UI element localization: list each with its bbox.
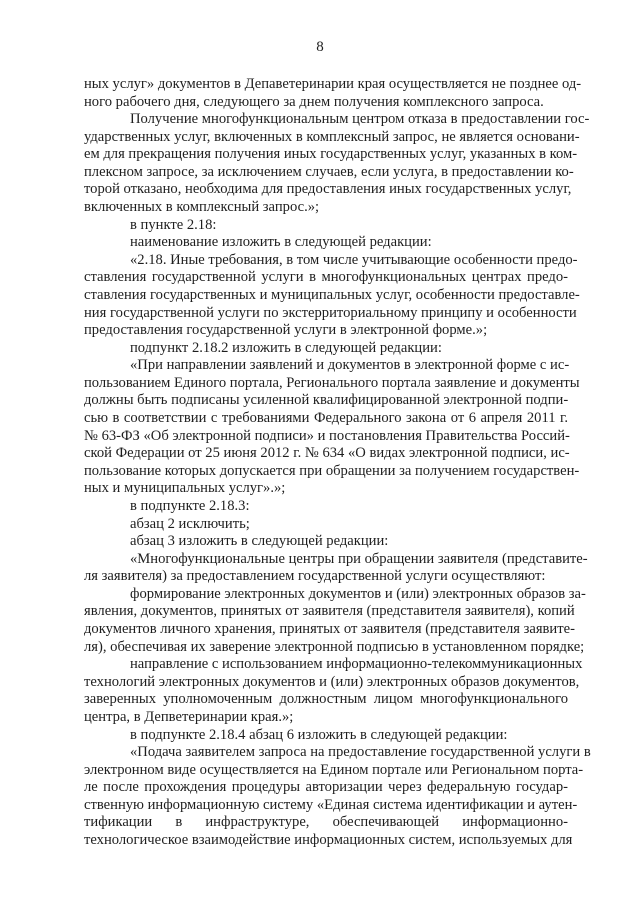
text-line: Получение многофункциональным центром отказа в предоставлении гос- — [130, 111, 590, 127]
text-line: направление с использованием информационно-телекоммуникационных — [130, 656, 583, 672]
text-line: абзац 3 изложить в следующей редакции: — [130, 533, 389, 549]
text-line: ных услуг» документов в Депаветеринарии края осуществляется не позднее од- — [84, 76, 582, 92]
text-line: в пункте 2.18: — [130, 217, 217, 233]
text-line: должны быть подписаны усиленной квалифицированной электронной подпи- — [84, 392, 569, 408]
text-line: в подпункте 2.18.3: — [130, 498, 250, 514]
text-line: наименование изложить в следующей редакции: — [130, 234, 432, 250]
text-line: торой отказано, необходима для предоставления иных государственных услуг, — [84, 181, 572, 197]
text-line: плексном запросе, за исключением случаев, если услуга, в предоставлении ко- — [84, 164, 574, 180]
text-line: сью в соответствии с требованиями Федерального закона от 6 апреля 2011 г. — [84, 410, 568, 426]
text-line: № 63-ФЗ «Об электронной подписи» и постановления Правительства Россий- — [84, 428, 570, 444]
text-line: пользование которых допускается при обращении за получением государствен- — [84, 463, 580, 479]
text-line: пользованием Единого портала, Регионального портала заявление и документы — [84, 375, 580, 391]
text-line: ударственных услуг, включенных в комплексный запрос, не является основани- — [84, 129, 580, 145]
text-line: центра, в Депветеринарии края.»; — [84, 709, 294, 725]
text-line: подпункт 2.18.2 изложить в следующей редакции: — [130, 340, 442, 356]
text-line: «При направлении заявлений и документов в электронной форме с ис- — [130, 357, 570, 373]
text-line: технологическое взаимодействие информационных систем, используемых для — [84, 832, 573, 848]
text-line: «2.18. Иные требования, в том числе учитывающие особенности предо- — [130, 252, 578, 268]
text-line: ственную информационную систему «Единая система идентификации и аутен- — [84, 797, 578, 813]
text-line: ставления государственных и муниципальных услуг, особенности предоставле- — [84, 287, 580, 303]
text-line: ской Федерации от 25 июня 2012 г. № 634 «О видах электронной подписи, ис- — [84, 445, 570, 461]
text-line: технологий электронных документов и (или) электронных образов документов, — [84, 674, 580, 690]
text-line: документов личного хранения, принятых от заявителя (представителя заявите- — [84, 621, 575, 637]
text-line: электронном виде осуществляется на Едином портале или Региональном порта- — [84, 762, 584, 778]
text-line: ния государственной услуги по экстерриториальному принципу и особенности — [84, 305, 577, 321]
text-line: ля), обеспечивая их заверение электронной подписью в установленном порядке; — [84, 639, 585, 655]
text-line: ля заявителя) за предоставлением государственной услуги осуществляют: — [84, 568, 546, 584]
text-line: ем для прекращения получения иных государственных услуг, указанных в ком- — [84, 146, 578, 162]
text-line: предоставления государственной услуги в электронной форме.»; — [84, 322, 488, 338]
text-line: включенных в комплексный запрос.»; — [84, 199, 320, 215]
text-line: «Многофункциональные центры при обращении заявителя (представите- — [130, 551, 588, 567]
text-line: ставления государственной услуги в многофункциональных центрах предо- — [84, 269, 568, 285]
text-line: в подпункте 2.18.4 абзац 6 изложить в следующей редакции: — [130, 727, 508, 743]
text-line: абзац 2 исключить; — [130, 516, 250, 532]
text-line: заверенных уполномоченным должностным лицом многофункционального — [84, 691, 568, 707]
text-line: формирование электронных документов и (или) электронных образов за- — [130, 586, 586, 602]
page-number: 8 — [316, 39, 324, 55]
text-line: тификации в инфраструктуре, обеспечивающей информационно- — [84, 814, 568, 830]
text-line: ных и муниципальных услуг».»; — [84, 480, 286, 496]
text-line: явления, документов, принятых от заявителя (представителя заявителя), копий — [84, 603, 575, 619]
text-line: ного рабочего дня, следующего за днем получения комплексного запроса. — [84, 94, 544, 110]
text-line: ле после прохождения процедуры авторизации через федеральную государ- — [84, 779, 568, 795]
text-line: «Подача заявителем запроса на предоставление государственной услуги в — [130, 744, 591, 760]
